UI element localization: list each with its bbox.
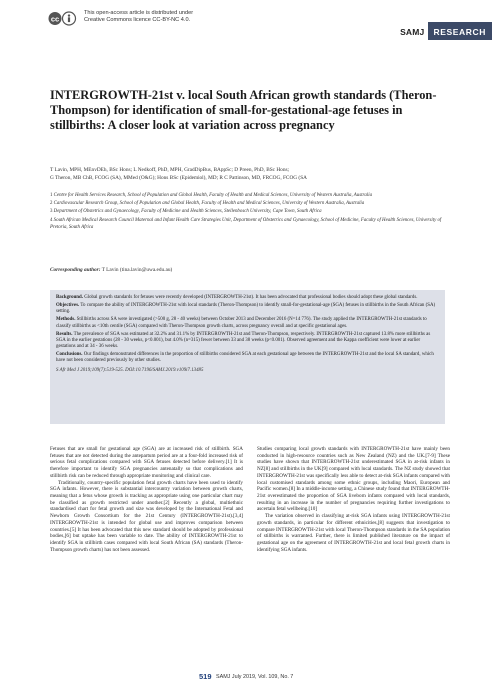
creative-commons-badge-icon — [48, 11, 78, 26]
abstract-conclusions — [56, 352, 439, 365]
svg-text:cc: cc — [50, 14, 60, 24]
affiliation-1: 1 Centre for Health Services Research, School of Population and Global Health, Faculty of Health and Medical Sciences, University of Western Australia, Australia — [50, 193, 373, 198]
affiliation-3: 3 Department of Obstetrics and Gynaecology, Faculty of Medicine and Health Sciences, Stellenbosch University, Cape Town, South Africa — [50, 209, 322, 215]
page-header — [0, 0, 492, 40]
abstract-heading: Background. — [56, 295, 83, 300]
affiliation-4: 4 South African Medical Research Council Maternal and Infant Health Care Strategies Unit, Department of Obstetrics and Gynaecology, School of Medicine, Faculty of Health Sciences, University of Pretoria, South Africa — [50, 217, 442, 230]
abstract-background — [56, 295, 439, 301]
abstract-text: Stillbirths across SA were investigated (>500 g, 28 - 40 weeks) between October 2013 and December 2016 (N=14 776). The study applied the INTERGROWTH-21st standards to classify stillbirths as <10th centile (SGA) compared with Theron-Thompson growth charts, across pregnancy overall and at specific gestational ages. — [56, 317, 427, 329]
body-column-left — [50, 446, 243, 554]
abstract-results — [56, 332, 439, 351]
affiliation-text: Centre for Health Services Research, School of Population and Global Health, Faculty of Health and Medical Sciences, University of Western Australia, Australia — [53, 193, 373, 198]
abstract-text: The prevalence of SGA was estimated at 32.2% and 31.1% by INTERGROWTH-21st and Theron-Thompson, respectively. INTERGROWTH-21st captured 13.8% more stillbirths as SGA in the earlier gestations (28 - 30 weeks, p<0.001), but 4.0% (n=315) fewer between 33 and 38 weeks (p<0.001). Observed agreement and the Kappa coefficient were lower at earlier gestations and at 34 - 36 weeks. — [56, 331, 431, 350]
corresponding-label: Corresponding author: — [50, 267, 101, 273]
affiliation-2: 2 Cardiovascular Research Group, School of Population and Global Health, Faculty of Health and Medical Sciences, University of Western Australia, Australia — [50, 201, 365, 207]
license-notice — [84, 10, 193, 24]
abstract-heading: Objectives. — [56, 302, 80, 308]
issue-info: SAMJ July 2019, Vol. 109, No. 7 — [216, 674, 294, 680]
affiliation-text: Department of Obstetrics and Gynaecology, Faculty of Medicine and Health Sciences, Stellenbosch University, Cape Town, South Africa — [53, 209, 322, 215]
abstract-heading: Results. — [56, 331, 73, 337]
author-line-1: T Lavin, MPH, MEnvDEh, BSc Hons; L Nedkoff, PhD, MPH, GradDipBus, BAppSc; D Preen, PhD, BSc Hons; — [50, 167, 290, 173]
corresponding-author — [50, 267, 450, 273]
journal-brand — [400, 22, 492, 40]
affiliation-text: Cardiovascular Research Group, School of Population and Global Health, Faculty of Health and Medical Sciences, University of Western Australia, Australia — [53, 201, 365, 207]
section-label: RESEARCH — [428, 22, 492, 40]
body-paragraph: Studies comparing local growth standards with INTERGROWTH-21st have mainly been conducted in high-resource countries such as New Zealand (NZ) and the UK.[7-9] These studies have shown that INTERGROWTH-21st underestimated SGA in at-risk infants in NZ[8] and stillbirths in the UK[9] compared with local standards. The NZ study showed that INTERGROWTH-21st was specifically less able to detect at-risk SGA infants compared with local customised standards among some ethnic groups, including Maori, European and Pacific women.[8] In a middle-income setting, a Chinese study found that INTERGROWTH-21st overestimated the proportion of SGA liveborn infants compared with local standards, resulting in an increase in the number of pregnancies requiring further investigations to ascertain fetal wellbeing.[10] — [257, 446, 450, 513]
article-title: INTERGROWTH-21st v. local South African growth standards (Theron-Thompson) for identification of small-for-gestational-age fetuses in stillbirths: A closer look at variation across pregnancy — [50, 88, 437, 133]
affiliation-text: South African Medical Research Council Maternal and Infant Health Care Strategies Unit, Department of Obstetrics and Gynaecology, School of Medicine, Faculty of Health Sciences, University of Pretoria, South Africa — [50, 217, 442, 230]
body-column-right — [257, 446, 450, 554]
body-paragraph: The variation observed in classifying at-risk SGA infants using INTERGROWTH-21st growth standards, in particular for different ethnicities,[8] suggests that investigation to compare INTERGROWTH-21st with local Theron-Thompson standards in the SA population of stillbirths is warranted. Further, there is limited published literature on the impact of gestational age on the agreement of INTERGROWTH-21st and local fetal growth charts in identifying SGA infants. — [257, 513, 450, 553]
abstract-text: To compare the ability of INTERGROWTH-21st with local standards (Theron-Thompson) to identify small-for-gestational-age (SGA) fetuses in stillbirths in the South African (SA) setting. — [56, 302, 436, 315]
corresponding-email[interactable]: T Lavin (tina.lavin@uwa.edu.au) — [101, 267, 173, 273]
abstract-box — [50, 290, 445, 424]
abstract-text: Global growth standards for fetuses were recently developed (INTERGROWTH-21st). It has been advocated that professional bodies should adopt these global standards. — [84, 295, 418, 300]
page-number: 519 — [199, 672, 212, 681]
author-list — [50, 166, 450, 182]
license-line-2: Creative Commons licence CC-BY-NC 4.0. — [84, 17, 191, 23]
journal-name: SAMJ — [400, 27, 425, 37]
page-footer — [0, 672, 492, 686]
abstract-methods — [56, 317, 439, 330]
abstract-objectives — [56, 303, 439, 316]
citation-doi[interactable]: S Afr Med J 2019;109(7):519-525. DOI:10.7196/SAMJ.2019.v109i7.13485 — [56, 367, 204, 373]
affiliations — [50, 192, 455, 232]
body-paragraph: Fetuses that are small for gestational age (SGA) are at increased risk of stillbirth. SGA fetuses that are not detected during the antepartum period are at a four-fold increased risk of serious fetal complications compared with SGA fetuses detected before delivery.[1] It is therefore important to identify SGA pregnancies antenatally so that complications and stillbirth risk can be reduced through appropriate monitoring and clinical care. — [50, 446, 243, 479]
abstract-heading: Conclusions. — [56, 352, 83, 358]
author-line-2: G Theron, MB ChB, FCOG (SA), MMed (O&G); Hons BSc (Epidemiol), MD; R C Pattinson, MD, FRCOG, FCOG (SA — [50, 175, 307, 181]
abstract-heading: Methods. — [56, 317, 76, 323]
abstract-text: Our findings demonstrated differences in the proportion of stillbirths considered SGA at each gestational age between the INTERGROWTH-21st and the local SA standard, which have not been considered previously by other studies. — [56, 352, 434, 364]
body-paragraph: Traditionally, country-specific population fetal growth charts have been used to identify SGA infants. However, there is substantial intercountry variation between growth charts, meaning that a fetus whose growth is tracking as appropriate using one particular chart may be classified as growth restricted under another.[2] Recently a global, multiethnic standardised chart for fetal growth and size was developed by the International Fetal and Newborn Growth Consortium for the 21st Century (INTERGROWTH-21st).[3,4] INTERGROWTH-21st is intended for global use and improves comparison between countries.[5] It has been advocated that this new standard should be adopted by professional bodies,[6] but uptake has been variable to date. The ability of INTERGROWTH-21st to identify SGA in stillbirth cases compared with local South African (SA) standards (Theron-Thompson growth charts) has not been assessed. — [50, 479, 243, 553]
license-line-1: This open-access article is distributed under — [84, 10, 194, 16]
